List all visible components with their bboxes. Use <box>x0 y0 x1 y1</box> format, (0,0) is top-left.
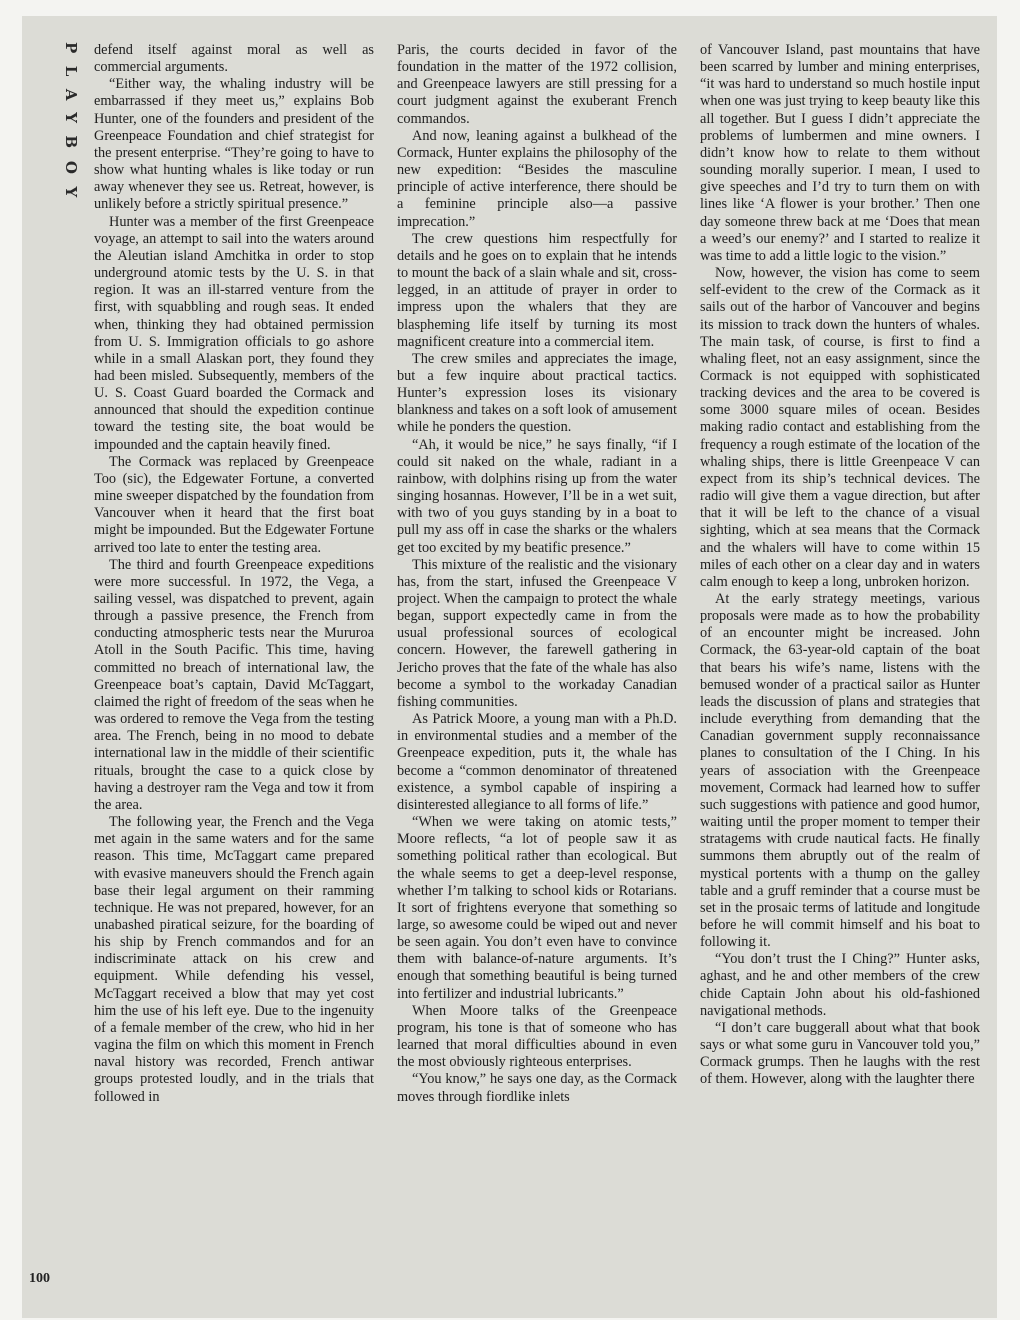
paragraph: “You don’t trust the I Ching?” Hunter asks, aghast, and he and other members of the crew chide Captain John about his old-fashioned navigational methods. <box>700 951 980 1019</box>
paragraph: “Ah, it would be nice,” he says finally, “if I could sit naked on the whale, radiant in a rainbow, with dolphins rising up from the water singing hosannas. However, I’ll be in a wet suit, with two of you guys standing by in a boat to pull my ass off in case the sharks or the whalers get too excited by my beatific presence.” <box>397 436 677 556</box>
paragraph: “When we were taking on atomic tests,” Moore reflects, “a lot of people saw it as something political rather than ecological. But the whale seems to get a deep-level response, whether I’m talking to school kids or Rotarians. It sort of frightens everyone that something so large, so awesome could be wiped out and never be seen again. You don’t even have to convince them with balance-of-nature arguments. It’s enough that something beautiful is being turned into fertilizer and industrial lubricants.” <box>397 814 677 1002</box>
paragraph: The following year, the French and the Vega met again in the same waters and for the same reason. This time, McTaggart came prepared with evasive maneuvers should the French again base their legal argument on their ramming technique. He was not prepared, however, for an unabashed piratical seizure, for the boarding of his ship by French commandos and for an indiscriminate attack on his crew and equipment. While defending his vessel, McTaggart received a blow that may yet cost him the use of his left eye. Due to the ingenuity of a female member of the crew, who hid in her vagina the film on which this moment in French naval history was recorded, French antiwar groups protested loudly, and in the trials that followed in <box>94 814 374 1105</box>
text-column-1 <box>94 42 374 1304</box>
text-columns <box>94 42 988 1304</box>
paragraph: Now, however, the vision has come to seem self-evident to the crew of the Cormack as it sails out of the harbor of Vancouver and begins its mission to track down the hunters of whales. The main task, of course, is first to find a whaling fleet, not an easy assignment, since the Cormack is not equipped with sophisticated tracking devices and the area to be covered is some 3000 square miles of ocean. Besides making radio contact and establishing from the frequency a rough estimate of the location of the whaling ships, there is little Greenpeace V can expect from its ship’s technical devices. The radio will give them a vague direction, but after that it will be left to the chance of a visual sighting, which at sea means that the Cormack and the whalers will have to come within 15 miles of each other on a clear day and in waters calm enough to keep a long, unbroken horizon. <box>700 265 980 590</box>
paragraph: The third and fourth Greenpeace expeditions were more successful. In 1972, the Vega, a sailing vessel, was dispatched to prevent, again through a passive presence, the French from conducting atmospheric tests near the Mururoa Atoll in the South Pacific. This time, having committed no breach of international law, the Greenpeace boat’s captain, David McTaggart, claimed the right of freedom of the seas when he was ordered to remove the Vega from the testing area. The French, being in no mood to debate international law in the middle of their scientific rituals, brought the case to a quick close by having a destroyer ram the Vega and tow it from the area. <box>94 556 374 813</box>
paragraph: As Patrick Moore, a young man with a Ph.D. in environmental studies and a member of the Greenpeace expedition, puts it, the whale has become a “common denominator of threatened existence, a symbol capable of inspiring a disinterested allegiance to all forms of life.” <box>397 711 677 813</box>
paragraph: Paris, the courts decided in favor of the foundation in the matter of the 1972 collision, and Greenpeace lawyers are still pressing for a court judgment against the exuberant French commandos. <box>397 42 677 127</box>
paragraph: “Either way, the whaling industry will be embarrassed if they meet us,” explains Bob Hunter, one of the founders and president of the Greenpeace Foundation and chief strategist for the present enterprise. “They’re going to have to show what hunting whales is like today or run away whenever they see us. Retreat, however, is unlikely before a strictly spiritual presence.” <box>94 76 374 213</box>
paragraph: This mixture of the realistic and the visionary has, from the start, infused the Greenpeace V project. When the campaign to protect the whale began, support expectedly came in from the usual professional sources of ecological concern. However, the farewell gathering in Jericho proves that the fate of the whale has also become a symbol to the workaday Canadian fishing communities. <box>397 556 677 710</box>
text-column-3 <box>700 42 980 1304</box>
paragraph: And now, leaning against a bulkhead of the Cormack, Hunter explains the philosophy of the new expedition: “Besides the masculine principle of active interference, there should be a feminine principle also—a passive imprecation.” <box>397 127 677 230</box>
page-number: 100 <box>29 1271 50 1286</box>
paragraph: “I don’t care buggerall about what that book says or what some guru in Vancouver told you,” Cormack grumps. Then he laughs with the rest of them. However, along with the laughter there <box>700 1019 980 1088</box>
text-column-2 <box>397 42 677 1304</box>
paragraph: Hunter was a member of the first Greenpeace voyage, an attempt to sail into the waters around the Aleutian island Amchitka in order to stop underground atomic tests by the U. S. in that region. It was an ill-starred venture from the first, with squabbling and rough seas. It ended when, thinking they had obtained permission from U. S. Immigration officials to go ashore while in a small Alaskan port, they found they had been misled. Subsequently, members of the U. S. Coast Guard boarded the Cormack and announced that should the expedition continue toward the testing site, the boat would be impounded and the captain heavily fined. <box>94 213 374 453</box>
paragraph: At the early strategy meetings, various proposals were made as to how the probability of an encounter might be increased. John Cormack, the 63-year-old captain of the boat that bears his wife’s name, listens with the bemused wonder of a practical sailor as Hunter leads the discussion of plans and strategies that include everything from demanding that the Canadian government supply reconnaissance planes to consultation of the I Ching. In his years of association with the Greenpeace movement, Cormack had learned how to suffer such suggestions with patience and good humor, waiting until the proper moment to temper their stratagems with crude nautical facts. He finally summons them abruptly out of the realm of mystical portents with a thump on the galley table and a gruff reminder that a course must be set in the prosaic terms of latitude and longitude before he will commit himself and his boat to following it. <box>700 591 980 951</box>
paragraph: The crew smiles and appreciates the image, but a few inquire about practical tactics. Hunter’s expression loses its visionary blankness and takes on a soft look of amusement while he ponders the question. <box>397 350 677 436</box>
magazine-page <box>22 16 997 1318</box>
masthead-sidebar <box>52 42 88 212</box>
paragraph: of Vancouver Island, past mountains that have been scarred by lumber and mining enterprises, “it was hard to understand so much hostile input when one was just trying to keep beauty like this all together. But I guess I didn’t appreciate the problems of lumbermen and mine owners. I didn’t know how to relate to them without sounding morally superior. I mean, I used to give speeches and I’d try to turn them on with lines like ‘A flower is your brother.’ Then one day someone threw back at me ‘Does that mean a weed’s our enemy?’ and I started to realize it was time to add a little logic to the vision.” <box>700 42 980 264</box>
paragraph: “You know,” he says one day, as the Cormack moves through fiordlike inlets <box>397 1071 677 1105</box>
paragraph: When Moore talks of the Greenpeace program, his tone is that of someone who has learned that moral difficulties abound in even the most obviously righteous enterprises. <box>397 1002 677 1071</box>
masthead-text: PLAYBOY <box>62 42 80 210</box>
paragraph: The Cormack was replaced by Greenpeace Too (sic), the Edgewater Fortune, a converted mine sweeper dispatched by the foundation from Vancouver when it heard that the first boat might be impounded. But the Edgewater Fortune arrived too late to enter the testing area. <box>94 453 374 556</box>
paragraph: The crew questions him respectfully for details and he goes on to explain that he intends to mount the back of a slain whale and sit, cross-legged, in an attitude of prayer in order to impress upon the whalers that they are blaspheming life itself by turning its most magnificent creature into a commercial item. <box>397 230 677 350</box>
paragraph: defend itself against moral as well as commercial arguments. <box>94 42 374 76</box>
